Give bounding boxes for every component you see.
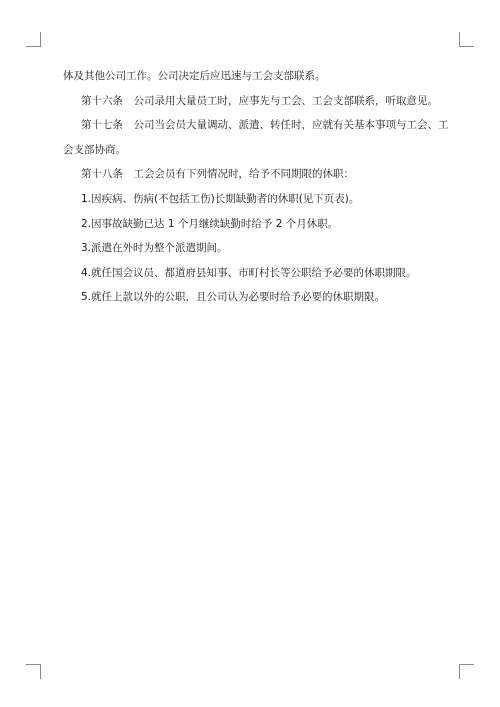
crop-mark-bottom-right (459, 664, 474, 679)
document-body (63, 64, 449, 310)
article-17-line-1: 第十七条 公司当会员大量调动、派遣、转任时，应就有关基本事项与工会、工 (81, 119, 449, 132)
list-item-4: 4.就任国会议员、都道府县知事、市町村长等公职给予必要的休职期限。 (81, 266, 417, 279)
list-item-3: 3.派遣在外时为整个派遣期间。 (81, 242, 228, 255)
list-item-5: 5.就任上款以外的公职，且公司认为必要时给予必要的休职期限。 (81, 291, 386, 304)
crop-mark-bottom-left (26, 664, 41, 679)
paragraph-continuation: 体及其他公司工作。公司决定后应迅速与工会支部联系。 (63, 70, 326, 82)
article-18: 第十八条 工会会员有下列情况时，给予不同期限的休职： (81, 168, 354, 181)
crop-mark-top-right (459, 32, 474, 47)
list-item-2: 2.因事故缺勤已达 1 个月继续缺勤时给予 2 个月休职。 (81, 217, 339, 230)
article-17-line-2: 会支部协商。 (63, 143, 126, 156)
list-item-1: 1.因疾病、伤病(不包括工伤)长期缺勤者的休职(见下页表)。 (81, 192, 360, 205)
article-16: 第十六条 公司录用大量员工时，应事先与工会、工会支部联系，听取意见。 (81, 94, 438, 107)
crop-mark-top-left (26, 32, 41, 47)
